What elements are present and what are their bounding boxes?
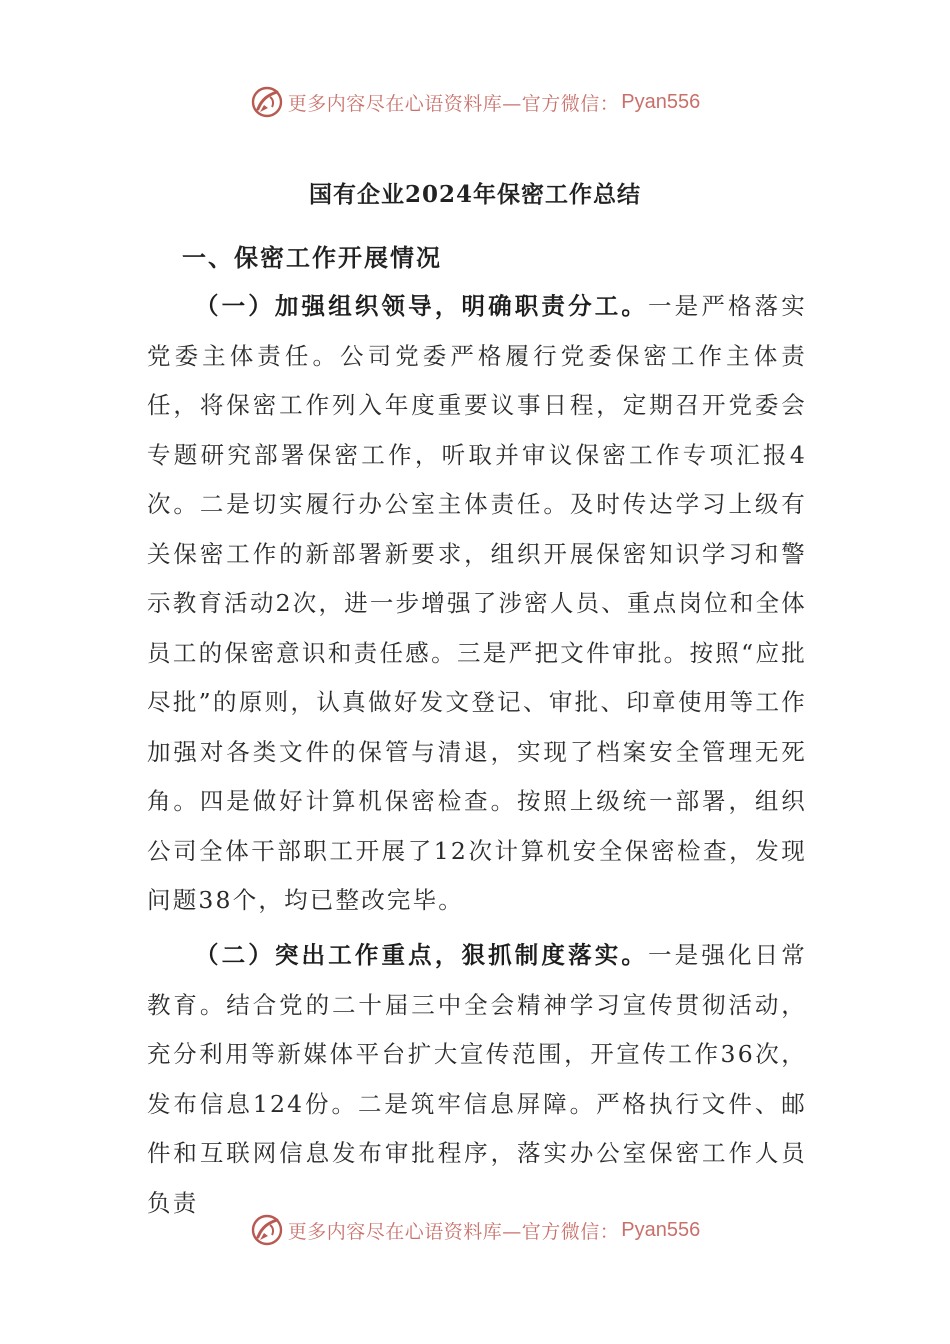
watermark-wechat-id: Pyan556: [621, 1218, 701, 1241]
paragraph-1: [147, 282, 807, 926]
paragraph-2-text: 一是强化日常教育。结合党的二十届三中全会精神学习宣传贯彻活动，充分利用等新媒体平台扩大宣传范围，开宣传工作36次，发布信息124份。二是筑牢信息屏障。严格执行文件、邮件和互联网信息发布审批程序，落实办公室保密工作人员负责: [147, 941, 807, 1217]
watermark-wechat-id: Pyan556: [621, 90, 701, 113]
paragraph-2: [147, 931, 807, 1228]
paragraph-1-lead: （一）加强组织领导，明确职责分工。: [194, 292, 649, 320]
section-heading: 一、保密工作开展情况: [182, 243, 442, 272]
pen-logo-icon: [250, 85, 284, 119]
paragraph-2-lead: （二）突出工作重点，狠抓制度落实。: [194, 941, 649, 969]
watermark-banner-top: [0, 82, 950, 122]
paragraph-1-text: 一是严格落实党委主体责任。公司党委严格履行党委保密工作主体责任，将保密工作列入年度重要议事日程，定期召开党委会专题研究部署保密工作，听取并审议保密工作专项汇报4次。二是切实履行办公室主体责任。及时传达学习上级有关保密工作的新部署新要求，组织开展保密知识学习和警示教育活动2次，进一步增强了涉密人员、重点岗位和全体员工的保密意识和责任感。三是严把文件审批。按照“应批尽批”的原则，认真做好发文登记、审批、印章使用等工作加强对各类文件的保管与清退，实现了档案安全管理无死角。四是做好计算机保密检查。按照上级统一部署，组织公司全体干部职工开展了12次计算机安全保密检查，发现问题38个，均已整改完毕。: [147, 292, 807, 914]
pen-logo-icon: [250, 1213, 284, 1247]
watermark-banner-bottom: [0, 1210, 950, 1250]
document-title: 国有企业2024年保密工作总结: [308, 181, 641, 208]
watermark-text: 更多内容尽在心语资料库—官方微信：: [287, 1220, 620, 1243]
watermark-text: 更多内容尽在心语资料库—官方微信：: [287, 92, 620, 115]
